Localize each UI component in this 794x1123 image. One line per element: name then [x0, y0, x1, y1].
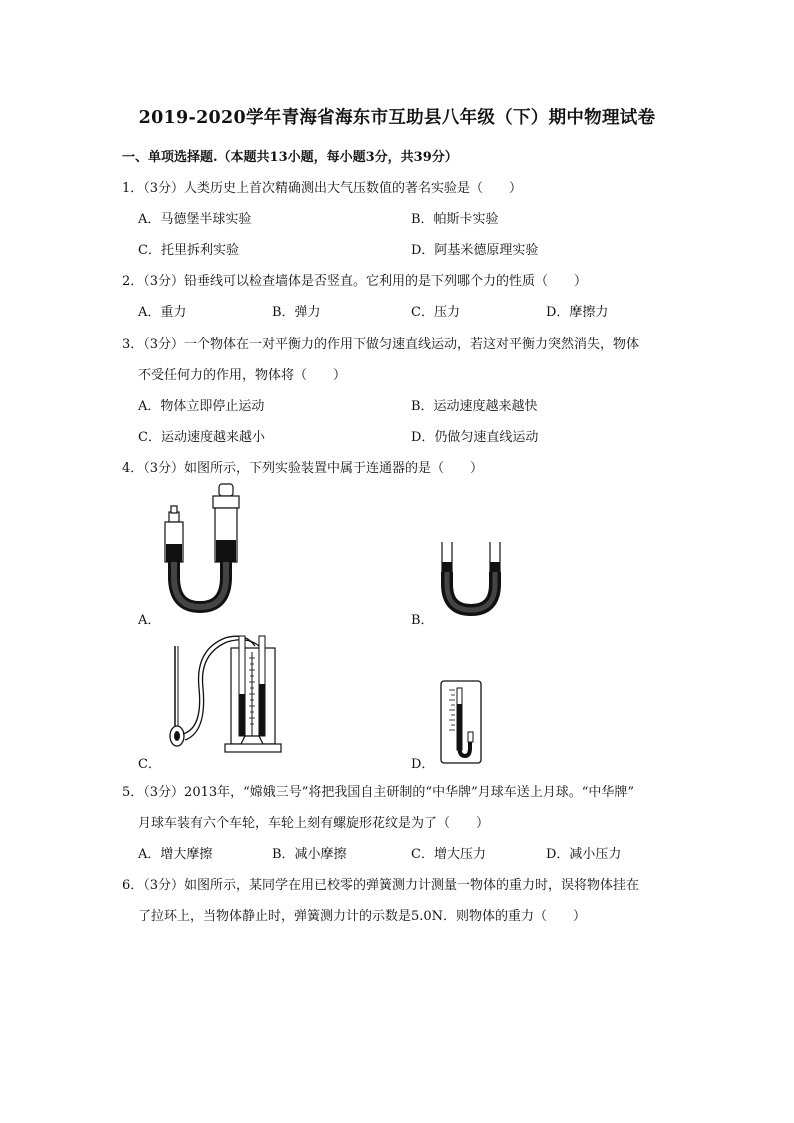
figure-b-u-tube — [432, 538, 512, 616]
q5-option-b: B．减小摩擦 — [272, 847, 347, 862]
q5-option-a: A．增大摩擦 — [138, 847, 213, 862]
section-heading: 一、单项选择题.（本题共13小题，每小题3分，共39分） — [122, 150, 458, 165]
q2-option-d: D．摩擦力 — [546, 305, 609, 320]
q3-option-d: D．仍做匀速直线运动 — [411, 430, 539, 445]
q5-option-d: D．减小压力 — [546, 847, 622, 862]
q3-option-c: C．运动速度越来越小 — [138, 430, 265, 445]
q3-option-a: A．物体立即停止运动 — [138, 399, 265, 414]
q2-option-a: A．重力 — [138, 305, 187, 320]
question-3-stem-line1: 3．（3分）一个物体在一对平衡力的作用下做匀速直线运动，若这对平衡力突然消失，物体 — [122, 337, 640, 352]
q1-option-a: A．马德堡半球实验 — [138, 212, 252, 227]
question-3-stem-line2: 不受任何力的作用，物体将（ ） — [138, 368, 347, 383]
question-5-stem-line1: 5．（3分）2013年，“嫦娥三号”将把我国自主研制的“中华牌”月球车送上月球。“中华牌” — [122, 785, 635, 800]
page-title: 2019-2020学年青海省海东市互助县八年级（下）期中物理试卷 — [138, 108, 656, 128]
q2-option-b: B．弹力 — [272, 305, 321, 320]
q1-option-b: B．帕斯卡实验 — [411, 212, 499, 227]
figure-d-label: D． — [411, 757, 435, 772]
q2-option-c: C．压力 — [411, 305, 460, 320]
question-1-stem: 1．（3分）人类历史上首次精确测出大气压数值的著名实验是（ ） — [122, 181, 523, 196]
question-5-stem-line2: 月球车装有六个车轮，车轮上刻有螺旋形花纹是为了（ ） — [138, 816, 490, 831]
figure-d-barometer — [438, 678, 488, 768]
question-6-stem-line2: 了拉环上，当物体静止时，弹簧测力计的示数是5.0N．则物体的重力（ ） — [138, 909, 587, 924]
q5-option-c: C．增大压力 — [411, 847, 486, 862]
figure-c-label: C． — [138, 757, 161, 772]
figure-b-label: B． — [411, 613, 434, 628]
q1-option-d: D．阿基米德原理实验 — [411, 243, 539, 258]
figure-a-label: A． — [138, 613, 161, 628]
figure-a-pressure-gauge — [155, 482, 255, 614]
question-4-stem: 4．（3分）如图所示，下列实验装置中属于连通器的是（ ） — [122, 461, 484, 476]
q3-option-b: B．运动速度越来越快 — [411, 399, 538, 414]
question-2-stem: 2．（3分）铅垂线可以检查墙体是否竖直。它利用的是下列哪个力的性质（ ） — [122, 274, 588, 289]
q1-option-c: C．托里拆利实验 — [138, 243, 239, 258]
figure-c-pressure-gauge-stand — [155, 628, 285, 758]
question-6-stem-line1: 6．（3分）如图所示，某同学在用已校零的弹簧测力计测量一物体的重力时，误将物体挂在 — [122, 878, 640, 893]
